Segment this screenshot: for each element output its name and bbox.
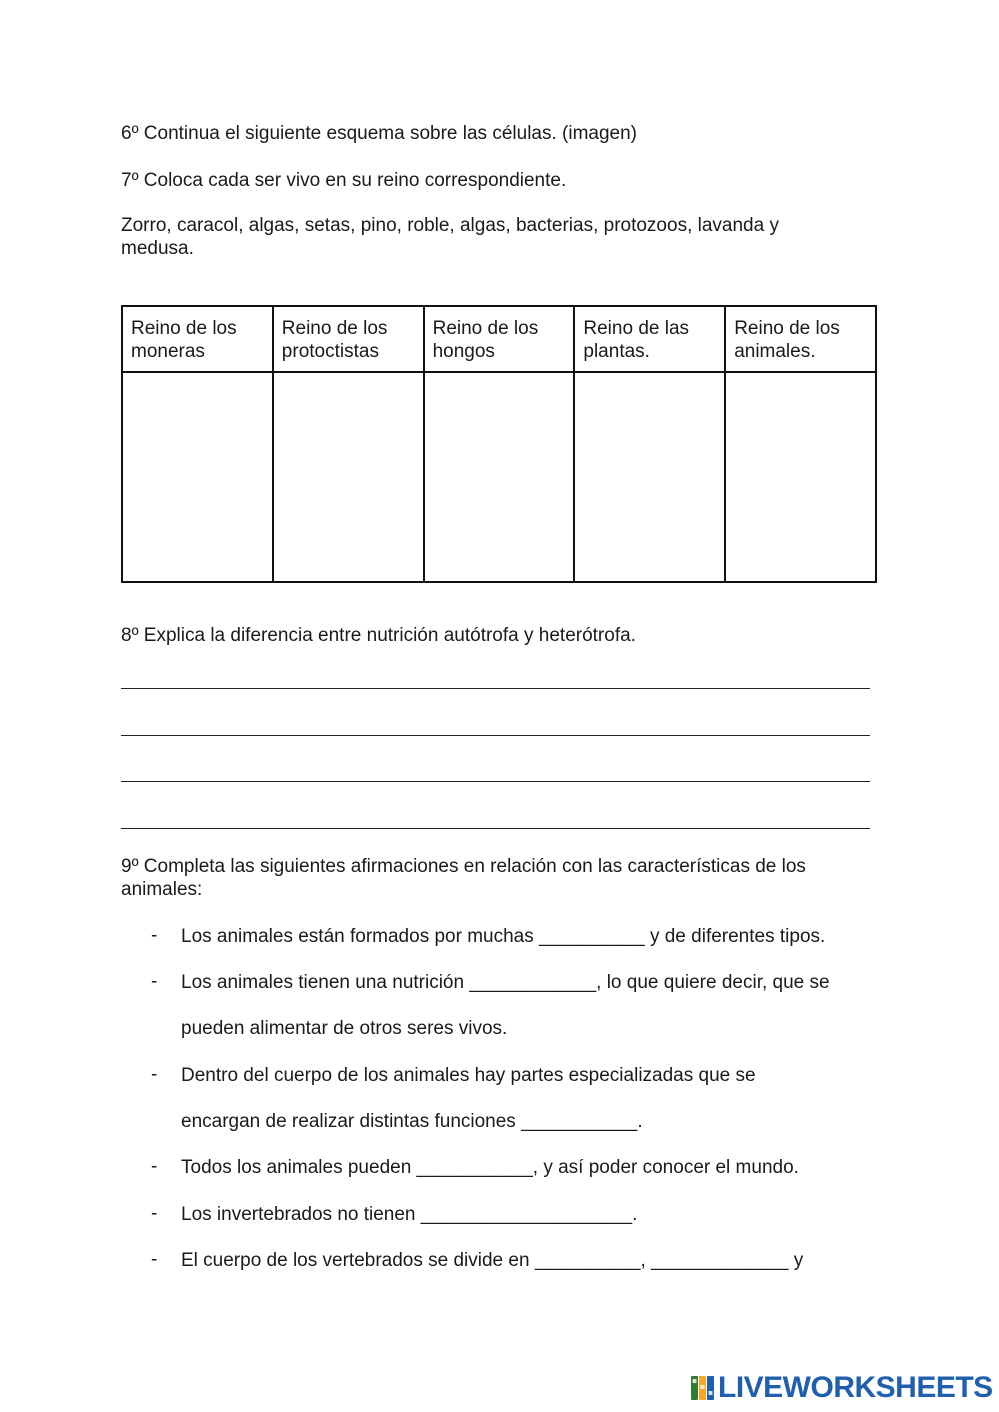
bullet-dash: - [151, 1156, 158, 1177]
answer-line[interactable] [121, 735, 870, 736]
header-animales: Reino de los animales. [725, 306, 876, 372]
question-9: 9º Completa las siguientes afirmaciones en relación con las características de los animales: [121, 856, 806, 900]
bullet-dash: - [151, 971, 158, 992]
statement-6: El cuerpo de los vertebrados se divide en __________, _____________ y [181, 1250, 804, 1271]
bullet-dash: - [151, 1064, 158, 1085]
answer-line[interactable] [121, 688, 870, 689]
bullet-dash: - [151, 1249, 158, 1270]
statement-3: Dentro del cuerpo de los animales hay partes especializadas que se [181, 1065, 756, 1086]
liveworksheets-logo-text: LIVEWORKSHEETS [718, 1371, 993, 1404]
statement-3-continued: encargan de realizar distintas funciones ___________. [181, 1111, 643, 1132]
header-protoctistas: Reino de los protoctistas [273, 306, 424, 372]
question-8: 8º Explica la diferencia entre nutrición autótrofa y heterótrofa. [121, 625, 636, 646]
statement-2: Los animales tienen una nutrición ____________, lo que quiere decir, que se [181, 972, 830, 993]
statement-5: Los invertebrados no tienen ____________________. [181, 1204, 638, 1225]
statement-2-continued: pueden alimentar de otros seres vivos. [181, 1018, 508, 1039]
liveworksheets-logo [690, 1372, 993, 1404]
table-header-row [122, 306, 876, 372]
header-moneras: Reino de los moneras [122, 306, 273, 372]
question-6: 6º Continua el siguiente esquema sobre las células. (imagen) [121, 123, 638, 144]
kingdom-table [121, 305, 877, 583]
answer-cell-plantas[interactable] [574, 372, 725, 582]
statement-1: Los animales están formados por muchas __________ y de diferentes tipos. [181, 926, 826, 947]
answer-cell-moneras[interactable] [122, 372, 273, 582]
liveworksheets-logo-icon [690, 1375, 716, 1401]
answer-cell-hongos[interactable] [424, 372, 575, 582]
organism-list: Zorro, caracol, algas, setas, pino, roble, algas, bacterias, protozoos, lavanda y medusa. [121, 215, 779, 259]
table-answer-row [122, 372, 876, 582]
answer-line[interactable] [121, 828, 870, 829]
statement-4: Todos los animales pueden ___________, y así poder conocer el mundo. [181, 1157, 799, 1178]
header-hongos: Reino de los hongos [424, 306, 575, 372]
answer-cell-animales[interactable] [725, 372, 876, 582]
bullet-dash: - [151, 1203, 158, 1224]
answer-cell-protoctistas[interactable] [273, 372, 424, 582]
question-7: 7º Coloca cada ser vivo en su reino correspondiente. [121, 170, 567, 191]
header-plantas: Reino de las plantas. [574, 306, 725, 372]
bullet-dash: - [151, 925, 158, 946]
answer-line[interactable] [121, 781, 870, 782]
